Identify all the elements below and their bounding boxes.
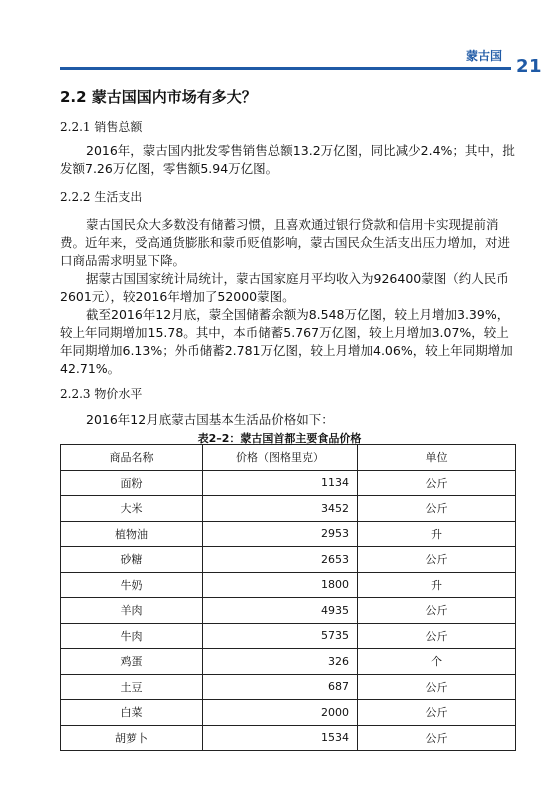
table-row: [61, 700, 516, 726]
cell-price: 1134: [203, 470, 358, 496]
cell-unit: 公斤: [358, 700, 516, 726]
table-intro: 2016年12月底蒙古国基本生活品价格如下：: [86, 412, 334, 427]
cell-name: 面粉: [61, 470, 203, 496]
table-row: [61, 572, 516, 598]
table-header-row: [61, 445, 516, 471]
cell-unit: 公斤: [358, 598, 516, 624]
cell-unit: 升: [358, 521, 516, 547]
cell-unit: 公斤: [358, 725, 516, 751]
cell-price: 5735: [203, 623, 358, 649]
cell-price: 4935: [203, 598, 358, 624]
cell-unit: 公斤: [358, 547, 516, 573]
cell-name: 植物油: [61, 521, 203, 547]
living-paragraphs: [60, 216, 517, 378]
living-paragraph-2: 据蒙古国国家统计局统计，蒙古国家庭月平均收入为926400蒙图（约人民币2601元），较2016年增加了52000蒙图。: [60, 271, 509, 304]
table-row: [61, 623, 516, 649]
cell-name: 羊肉: [61, 598, 203, 624]
table-row: [61, 598, 516, 624]
section-title: 2.2 蒙古国国内市场有多大？: [60, 88, 257, 106]
cell-name: 牛肉: [61, 623, 203, 649]
cell-name: 鸡蛋: [61, 649, 203, 675]
cell-unit: 公斤: [358, 674, 516, 700]
sales-text: 2016年，蒙古国内批发零售销售总额13.2万亿图，同比减少2.4%；其中，批发额7.26万亿图，零售额5.94万亿图。: [60, 143, 515, 176]
table-row: [61, 496, 516, 522]
table-row: [61, 547, 516, 573]
cell-price: 3452: [203, 496, 358, 522]
food-price-table: [60, 444, 516, 751]
cell-price: 1534: [203, 725, 358, 751]
page-number: 21: [516, 56, 543, 77]
cell-unit: 升: [358, 572, 516, 598]
cell-price: 326: [203, 649, 358, 675]
col-header-price: 价格（图格里克）: [203, 445, 358, 471]
cell-unit: 公斤: [358, 496, 516, 522]
cell-unit: 公斤: [358, 470, 516, 496]
table-row: [61, 674, 516, 700]
living-paragraph-1: 蒙古国民众大多数没有储蓄习惯，且喜欢通过银行贷款和信用卡实现提前消费。近年来，受高通货膨胀和蒙币贬值影响，蒙古国民众生活支出压力增加，对进口商品需求明显下降。: [60, 217, 511, 268]
col-header-unit: 单位: [358, 445, 516, 471]
table-row: [61, 649, 516, 675]
cell-name: 土豆: [61, 674, 203, 700]
cell-unit: 个: [358, 649, 516, 675]
cell-name: 牛奶: [61, 572, 203, 598]
subsection-title-prices: 2.2.3 物价水平: [60, 387, 143, 401]
cell-name: 大米: [61, 496, 203, 522]
header-section-label: 蒙古国: [466, 49, 503, 63]
header-rule: [60, 67, 511, 70]
table-caption: 表2–2：蒙古国首都主要食品价格: [197, 432, 362, 445]
cell-name: 白菜: [61, 700, 203, 726]
cell-unit: 公斤: [358, 623, 516, 649]
cell-price: 687: [203, 674, 358, 700]
cell-name: 砂糖: [61, 547, 203, 573]
table-row: [61, 470, 516, 496]
table-row: [61, 725, 516, 751]
col-header-name: 商品名称: [61, 445, 203, 471]
living-paragraph-3: 截至2016年12月底，蒙全国储蓄余额为8.548万亿图，较上月增加3.39%，较上年同期增加15.78。其中，本币储蓄5.767万亿图，较上月增加3.07%，较上年同期增加6.13%；外币储蓄2.781万亿图，较上月增加4.06%，较上年同期增加42.71%。: [60, 307, 513, 376]
cell-price: 2653: [203, 547, 358, 573]
sales-paragraph: [60, 142, 517, 178]
cell-name: 胡萝卜: [61, 725, 203, 751]
cell-price: 1800: [203, 572, 358, 598]
table-row: [61, 521, 516, 547]
cell-price: 2953: [203, 521, 358, 547]
subsection-title-living: 2.2.2 生活支出: [60, 190, 143, 204]
subsection-title-sales: 2.2.1 销售总额: [60, 120, 143, 134]
cell-price: 2000: [203, 700, 358, 726]
